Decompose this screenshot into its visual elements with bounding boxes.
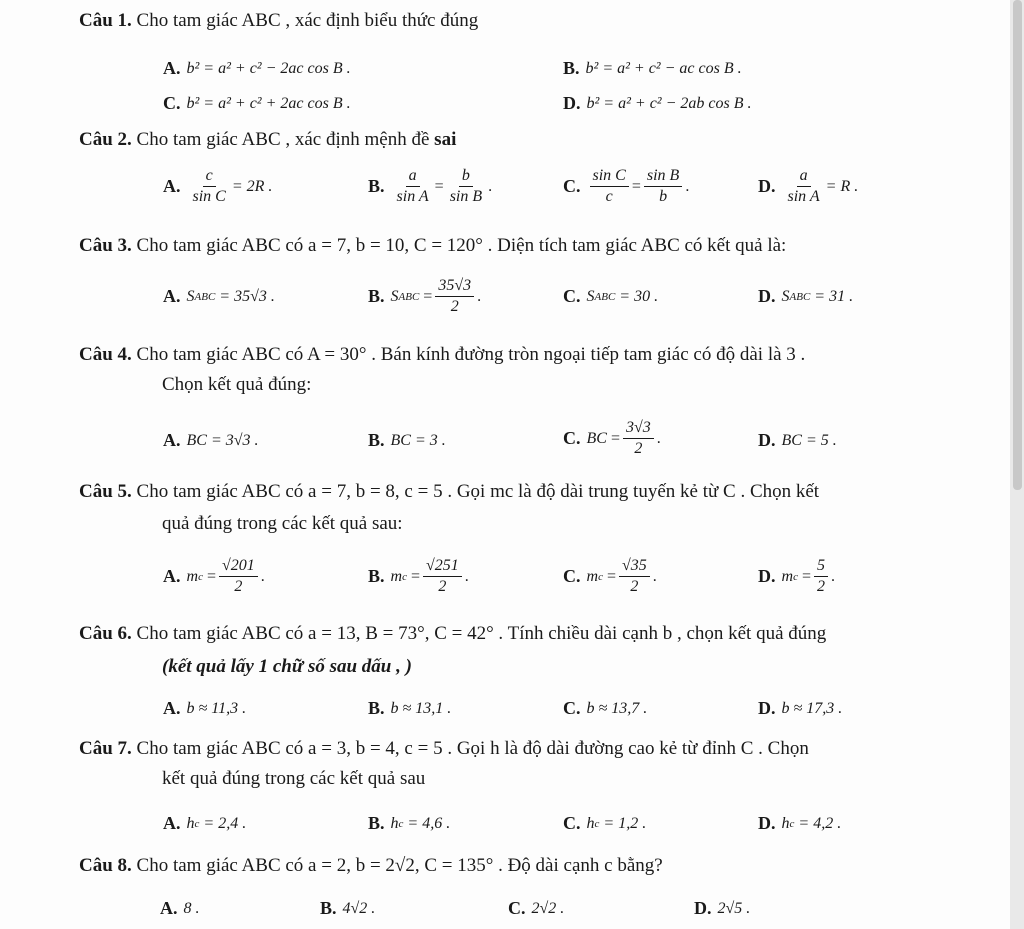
question-6: Câu 6. Cho tam giác ABC có a = 13, B = 73°, C = 42° . Tính chiều dài cạnh b , chọn kết quả đúng [79,623,827,644]
q8-option-b: B. 4√2 . [320,898,376,918]
question-4: Câu 4. Cho tam giác ABC có A = 30° . Bán kính đường tròn ngoại tiếp tam giác có độ dài là 3 . [79,344,806,365]
q5-option-c: C. m c = $\frac{√35}{2}$ . [563,557,657,595]
q3-option-d: D. S ABC = 31 . [758,286,854,306]
q1-option-c: C. b² = a² + c² + 2ac cos B . [163,93,351,113]
q8-option-a: A. 8 . [160,898,200,918]
q5-option-a: A. m c = $\frac{√201}{2}$ . [163,557,265,595]
q5-option-b: B. m c = $\frac{√251}{2}$ . [368,557,469,595]
q4-option-d: D. BC = 5 . [758,430,837,450]
q1-option-d: D. b² = a² + c² − 2ab cos B . [563,93,752,113]
q3-option-c: C. S ABC = 30 . [563,286,659,306]
q7-option-a: A. h c = 2,4 . [163,813,247,833]
q7-option-c: C. h c = 1,2 . [563,813,647,833]
question-1: Câu 1. Cho tam giác ABC , xác định biểu thức đúng [79,10,479,31]
q1-option-b: B. b² = a² + c² − ac cos B . [563,58,742,78]
q2-option-c: C. $\frac{\text{sin C}}{c}$ = $\frac{\text{sin B}}{b}$ . [563,167,690,205]
scrollbar-thumb[interactable] [1013,0,1022,490]
question-7-line2: kết quả đúng trong các kết quả sau [162,768,426,789]
question-8: Câu 8. Cho tam giác ABC có a = 2, b = 2√2, C = 135° . Độ dài cạnh c bằng? [79,855,663,876]
question-4-line2: Chọn kết quả đúng: [162,374,312,395]
q6-option-a: A. b ≈ 11,3 . [163,698,247,718]
q3-option-a: A. S ABC = 35√3 . [163,286,275,306]
question-7: Câu 7. Cho tam giác ABC có a = 3, b = 4, c = 5 . Gọi h là độ dài đường cao kẻ từ đỉnh C . Chọn [79,738,809,759]
q6-option-b: B. b ≈ 13,1 . [368,698,452,718]
question-3: Câu 3. Cho tam giác ABC có a = 7, b = 10, C = 120° . Diện tích tam giác ABC có kết quả là: [79,235,787,256]
q5-option-d: D. m c = $\frac{5}{2}$ . [758,557,835,595]
question-2: Câu 2. Cho tam giác ABC , xác định mệnh đề sai [79,129,457,150]
q7-option-b: B. h c = 4,6 . [368,813,451,833]
q2-option-a: A. $\frac{c}{\text{sin C}}$ = 2R . [163,167,273,205]
q2-option-d: D. $\frac{a}{\text{sin A}}$ = R . [758,167,859,205]
question-5: Câu 5. Cho tam giác ABC có a = 7, b = 8, c = 5 . Gọi mc là độ dài trung tuyến kẻ từ C . Chọn kết [79,481,820,502]
q2-option-b: B. $\frac{a}{\text{sin A}}$ = $\frac{b}{\text{sin B}}$ . [368,167,493,205]
question-5-line2: quả đúng trong các kết quả sau: [162,513,403,534]
q4-option-b: B. BC = 3 . [368,430,446,450]
q6-option-d: D. b ≈ 17,3 . [758,698,843,718]
q3-option-b: B. S ABC = $\frac{35√3}{2}$ . [368,277,482,315]
q7-option-d: D. h c = 4,2 . [758,813,842,833]
q4-option-a: A. BC = 3√3 . [163,430,259,450]
vertical-scrollbar[interactable] [1010,0,1024,929]
q8-option-d: D. 2√5 . [694,898,751,918]
q4-option-c: C. BC = $\frac{3√3}{2}$ . [563,419,661,457]
q8-option-c: C. 2√2 . [508,898,565,918]
q6-option-c: C. b ≈ 13,7 . [563,698,648,718]
question-6-note: (kết quả lấy 1 chữ số sau dấu , ) [162,656,412,677]
q1-option-a: A. b² = a² + c² − 2ac cos B . [163,58,351,78]
